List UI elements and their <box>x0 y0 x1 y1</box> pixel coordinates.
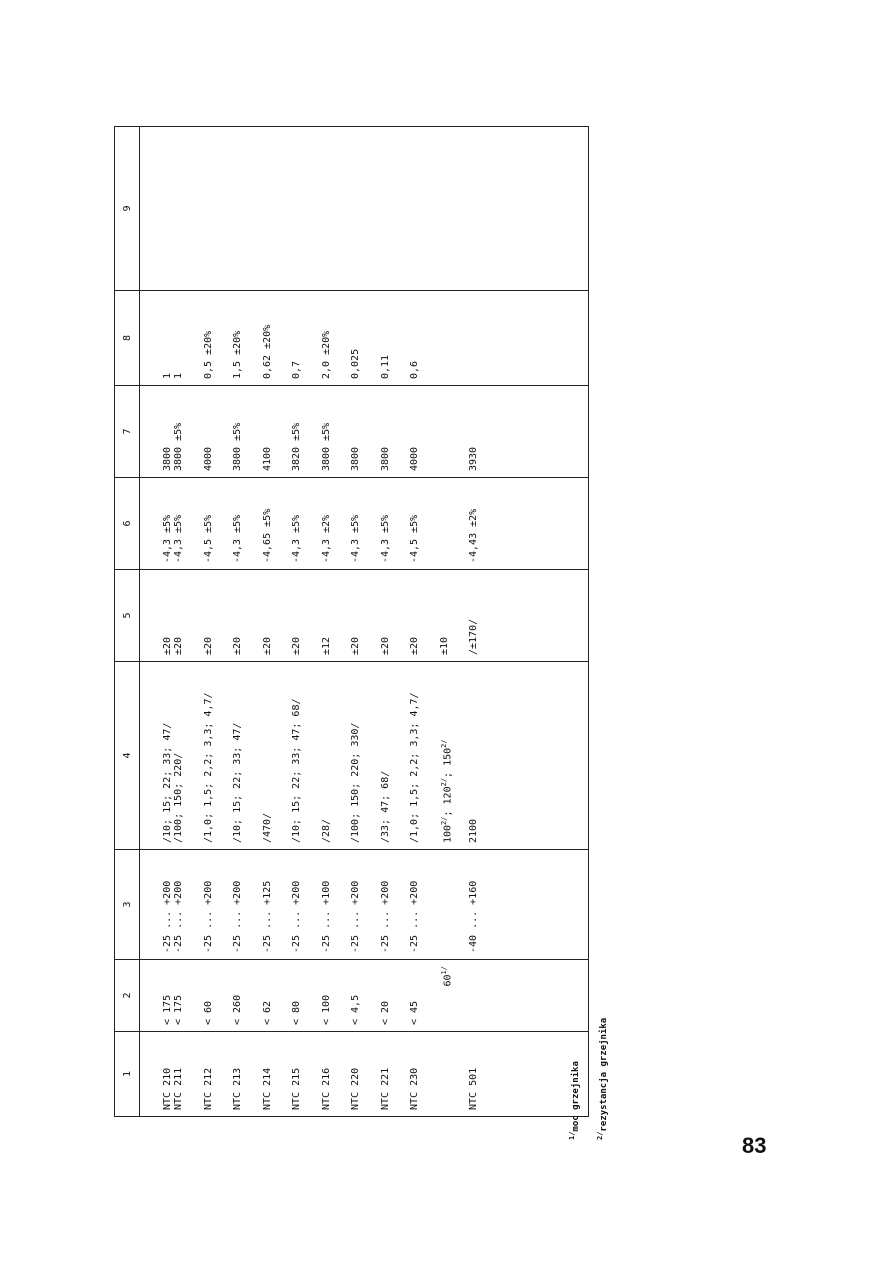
table-cell: NTC 220 <box>350 1032 380 1117</box>
table-cell: -4,65 ±5% <box>262 478 292 570</box>
page-number: 83 <box>742 1133 767 1158</box>
table-cell: -25 ... +200 <box>173 850 203 960</box>
table-cell: 0,62 ±20% <box>262 291 292 386</box>
table-cell: -4,5 ±5% <box>203 478 233 570</box>
table-cell <box>439 850 469 960</box>
table-cell: -25 ... +100 <box>321 850 351 960</box>
table-cell: /1,0; 1,5; 2,2; 3,3; 4,7/ <box>203 662 233 850</box>
table-cell: < 20 <box>380 960 410 1032</box>
special-row <box>439 127 469 1117</box>
table-cell: /33; 47; 68/ <box>380 662 410 850</box>
table-cell: -4,3 ±5% <box>380 478 410 570</box>
table-body <box>140 127 589 1117</box>
table-cell: ±12 <box>321 570 351 662</box>
footnote-1 <box>560 940 588 1140</box>
table-cell: ±20 <box>140 570 174 662</box>
table-cell: 2100 <box>468 662 589 850</box>
footnote-2 <box>588 940 616 1140</box>
table-cell: 0,11 <box>380 291 410 386</box>
footnote-mark: 2/ <box>439 777 448 787</box>
table-cell: -25 ... +200 <box>140 850 174 960</box>
table-cell: -4,3 ±5% <box>140 478 174 570</box>
table-cell: 1 <box>140 291 174 386</box>
table-cell <box>262 127 292 291</box>
col-header: 6 <box>115 478 140 570</box>
table-cell: -4,3 ±5% <box>232 478 262 570</box>
table-cell: ±20 <box>291 570 321 662</box>
table-cell: -25 ... +200 <box>203 850 233 960</box>
table-cell: NTC 216 <box>321 1032 351 1117</box>
footnotes <box>560 940 620 1140</box>
cell-text: ; 120 <box>441 786 453 817</box>
col-header: 8 <box>115 291 140 386</box>
table-cell: -4,3 ±2% <box>321 478 351 570</box>
table-cell: NTC 501 <box>468 1032 589 1117</box>
table-row <box>140 127 174 1117</box>
table-cell: ±20 <box>262 570 292 662</box>
table-cell: /10; 15; 22; 33; 47/ <box>232 662 262 850</box>
table-row <box>203 127 233 1117</box>
table-row <box>173 127 203 1117</box>
header-row <box>115 127 140 1117</box>
table-cell: ±20 <box>409 570 439 662</box>
table-row <box>291 127 321 1117</box>
table-cell: /±170/ <box>468 570 589 662</box>
table-cell: -25 ... +200 <box>232 850 262 960</box>
table-cell: -25 ... +200 <box>350 850 380 960</box>
table-cell: /100; 150; 220/ <box>173 662 203 850</box>
table-cell: -25 ... +200 <box>409 850 439 960</box>
table-cell: < 60 <box>203 960 233 1032</box>
table-cell <box>291 127 321 291</box>
table-row <box>409 127 439 1117</box>
table-cell: NTC 212 <box>203 1032 233 1117</box>
table-cell: 3800 ±5% <box>232 386 262 478</box>
table-cell: NTC 221 <box>380 1032 410 1117</box>
table-cell: ±20 <box>203 570 233 662</box>
table-cell: 0,7 <box>291 291 321 386</box>
table-cell: -40 ... +160 <box>468 850 589 960</box>
cell-text: 60 <box>441 974 453 987</box>
table-cell: -25 ... +200 <box>380 850 410 960</box>
footnote-text: rezystancja grzejnika <box>599 1017 609 1132</box>
table-cell: < 175 <box>173 960 203 1032</box>
table-cell: 3800 <box>380 386 410 478</box>
table-cell: NTC 210 <box>140 1032 174 1117</box>
table-cell <box>439 960 469 1032</box>
table-cell <box>468 127 589 291</box>
table-cell <box>350 127 380 291</box>
table-cell: 3800 <box>140 386 174 478</box>
table-cell: -25 ... +200 <box>291 850 321 960</box>
table-cell <box>468 291 589 386</box>
table-cell <box>232 127 262 291</box>
table-cell: 1,5 ±20% <box>232 291 262 386</box>
table-row <box>350 127 380 1117</box>
table-cell: 2,0 ±20% <box>321 291 351 386</box>
cell-text: 100 <box>441 824 453 843</box>
table-cell: < 260 <box>232 960 262 1032</box>
table-cell: 4000 <box>409 386 439 478</box>
table-cell: -4,43 ±2% <box>468 478 589 570</box>
table-cell: 0,025 <box>350 291 380 386</box>
table-cell <box>439 1032 469 1117</box>
table-cell: < 100 <box>321 960 351 1032</box>
table-cell <box>380 127 410 291</box>
col-header: 3 <box>115 850 140 960</box>
table-cell: /470/ <box>262 662 292 850</box>
table-cell: 1 <box>173 291 203 386</box>
table-cell: < 45 <box>409 960 439 1032</box>
table-row <box>232 127 262 1117</box>
table-cell: < 62 <box>262 960 292 1032</box>
table-cell: ±10 <box>439 570 469 662</box>
table-cell <box>439 127 469 291</box>
table-cell: 4100 <box>262 386 292 478</box>
col-header: 1 <box>115 1032 140 1117</box>
footnote-mark: 2/ <box>596 1131 604 1140</box>
table-cell: ±20 <box>380 570 410 662</box>
table-cell: 3930 <box>468 386 589 478</box>
table-cell <box>409 127 439 291</box>
col-header: 2 <box>115 960 140 1032</box>
cell-text: ; 150 <box>441 747 453 778</box>
table-cell: -4,3 ±5% <box>350 478 380 570</box>
table-cell: -4,5 ±5% <box>409 478 439 570</box>
table-cell: /100; 150; 220; 330/ <box>350 662 380 850</box>
table-cell: ±20 <box>350 570 380 662</box>
table-cell: 0,6 <box>409 291 439 386</box>
table-cell: NTC 215 <box>291 1032 321 1117</box>
table-cell <box>321 127 351 291</box>
ntc-thermistor-table <box>114 126 589 1117</box>
table-cell <box>140 127 174 291</box>
table-cell: < 4,5 <box>350 960 380 1032</box>
table-cell: NTC 213 <box>232 1032 262 1117</box>
table-cell: /10; 15; 22; 33; 47; 68/ <box>291 662 321 850</box>
table-row <box>380 127 410 1117</box>
table-cell: 3800 ±5% <box>321 386 351 478</box>
footnote-mark: 2/ <box>439 816 448 825</box>
table-cell: 3820 ±5% <box>291 386 321 478</box>
col-header: 7 <box>115 386 140 478</box>
table-cell: 3800 <box>350 386 380 478</box>
footnote-mark: 1/ <box>568 1131 576 1140</box>
table-cell: /28/ <box>321 662 351 850</box>
table-cell <box>173 127 203 291</box>
table-cell <box>203 127 233 291</box>
table-row <box>321 127 351 1117</box>
table-cell: NTC 211 <box>173 1032 203 1117</box>
col-header: 4 <box>115 662 140 850</box>
rotated-table-wrapper <box>114 127 554 1117</box>
table-cell: -4,3 ±5% <box>291 478 321 570</box>
table-cell: 0,5 ±20% <box>203 291 233 386</box>
table-cell: ±20 <box>232 570 262 662</box>
table-cell <box>439 662 469 850</box>
table-cell <box>439 386 469 478</box>
table-cell: -4,3 ±5% <box>173 478 203 570</box>
col-header: 5 <box>115 570 140 662</box>
footnote-mark: 1/ <box>439 966 448 975</box>
table-cell <box>439 291 469 386</box>
table-cell: NTC 214 <box>262 1032 292 1117</box>
table-cell <box>439 478 469 570</box>
table-cell: NTC 230 <box>409 1032 439 1117</box>
table-cell: 3800 ±5% <box>173 386 203 478</box>
col-header: 9 <box>115 127 140 291</box>
table-row <box>262 127 292 1117</box>
table-cell: -25 ... +125 <box>262 850 292 960</box>
table-cell: 4000 <box>203 386 233 478</box>
table-cell: ±20 <box>173 570 203 662</box>
table-cell: < 175 <box>140 960 174 1032</box>
table-cell: /1,0; 1,5; 2,2; 3,3; 4,7/ <box>409 662 439 850</box>
footnote-text: moc grzejnika <box>571 1061 581 1132</box>
table-cell: /10; 15; 22; 33; 47/ <box>140 662 174 850</box>
footnote-mark: 2/ <box>439 739 448 748</box>
table-cell: < 80 <box>291 960 321 1032</box>
